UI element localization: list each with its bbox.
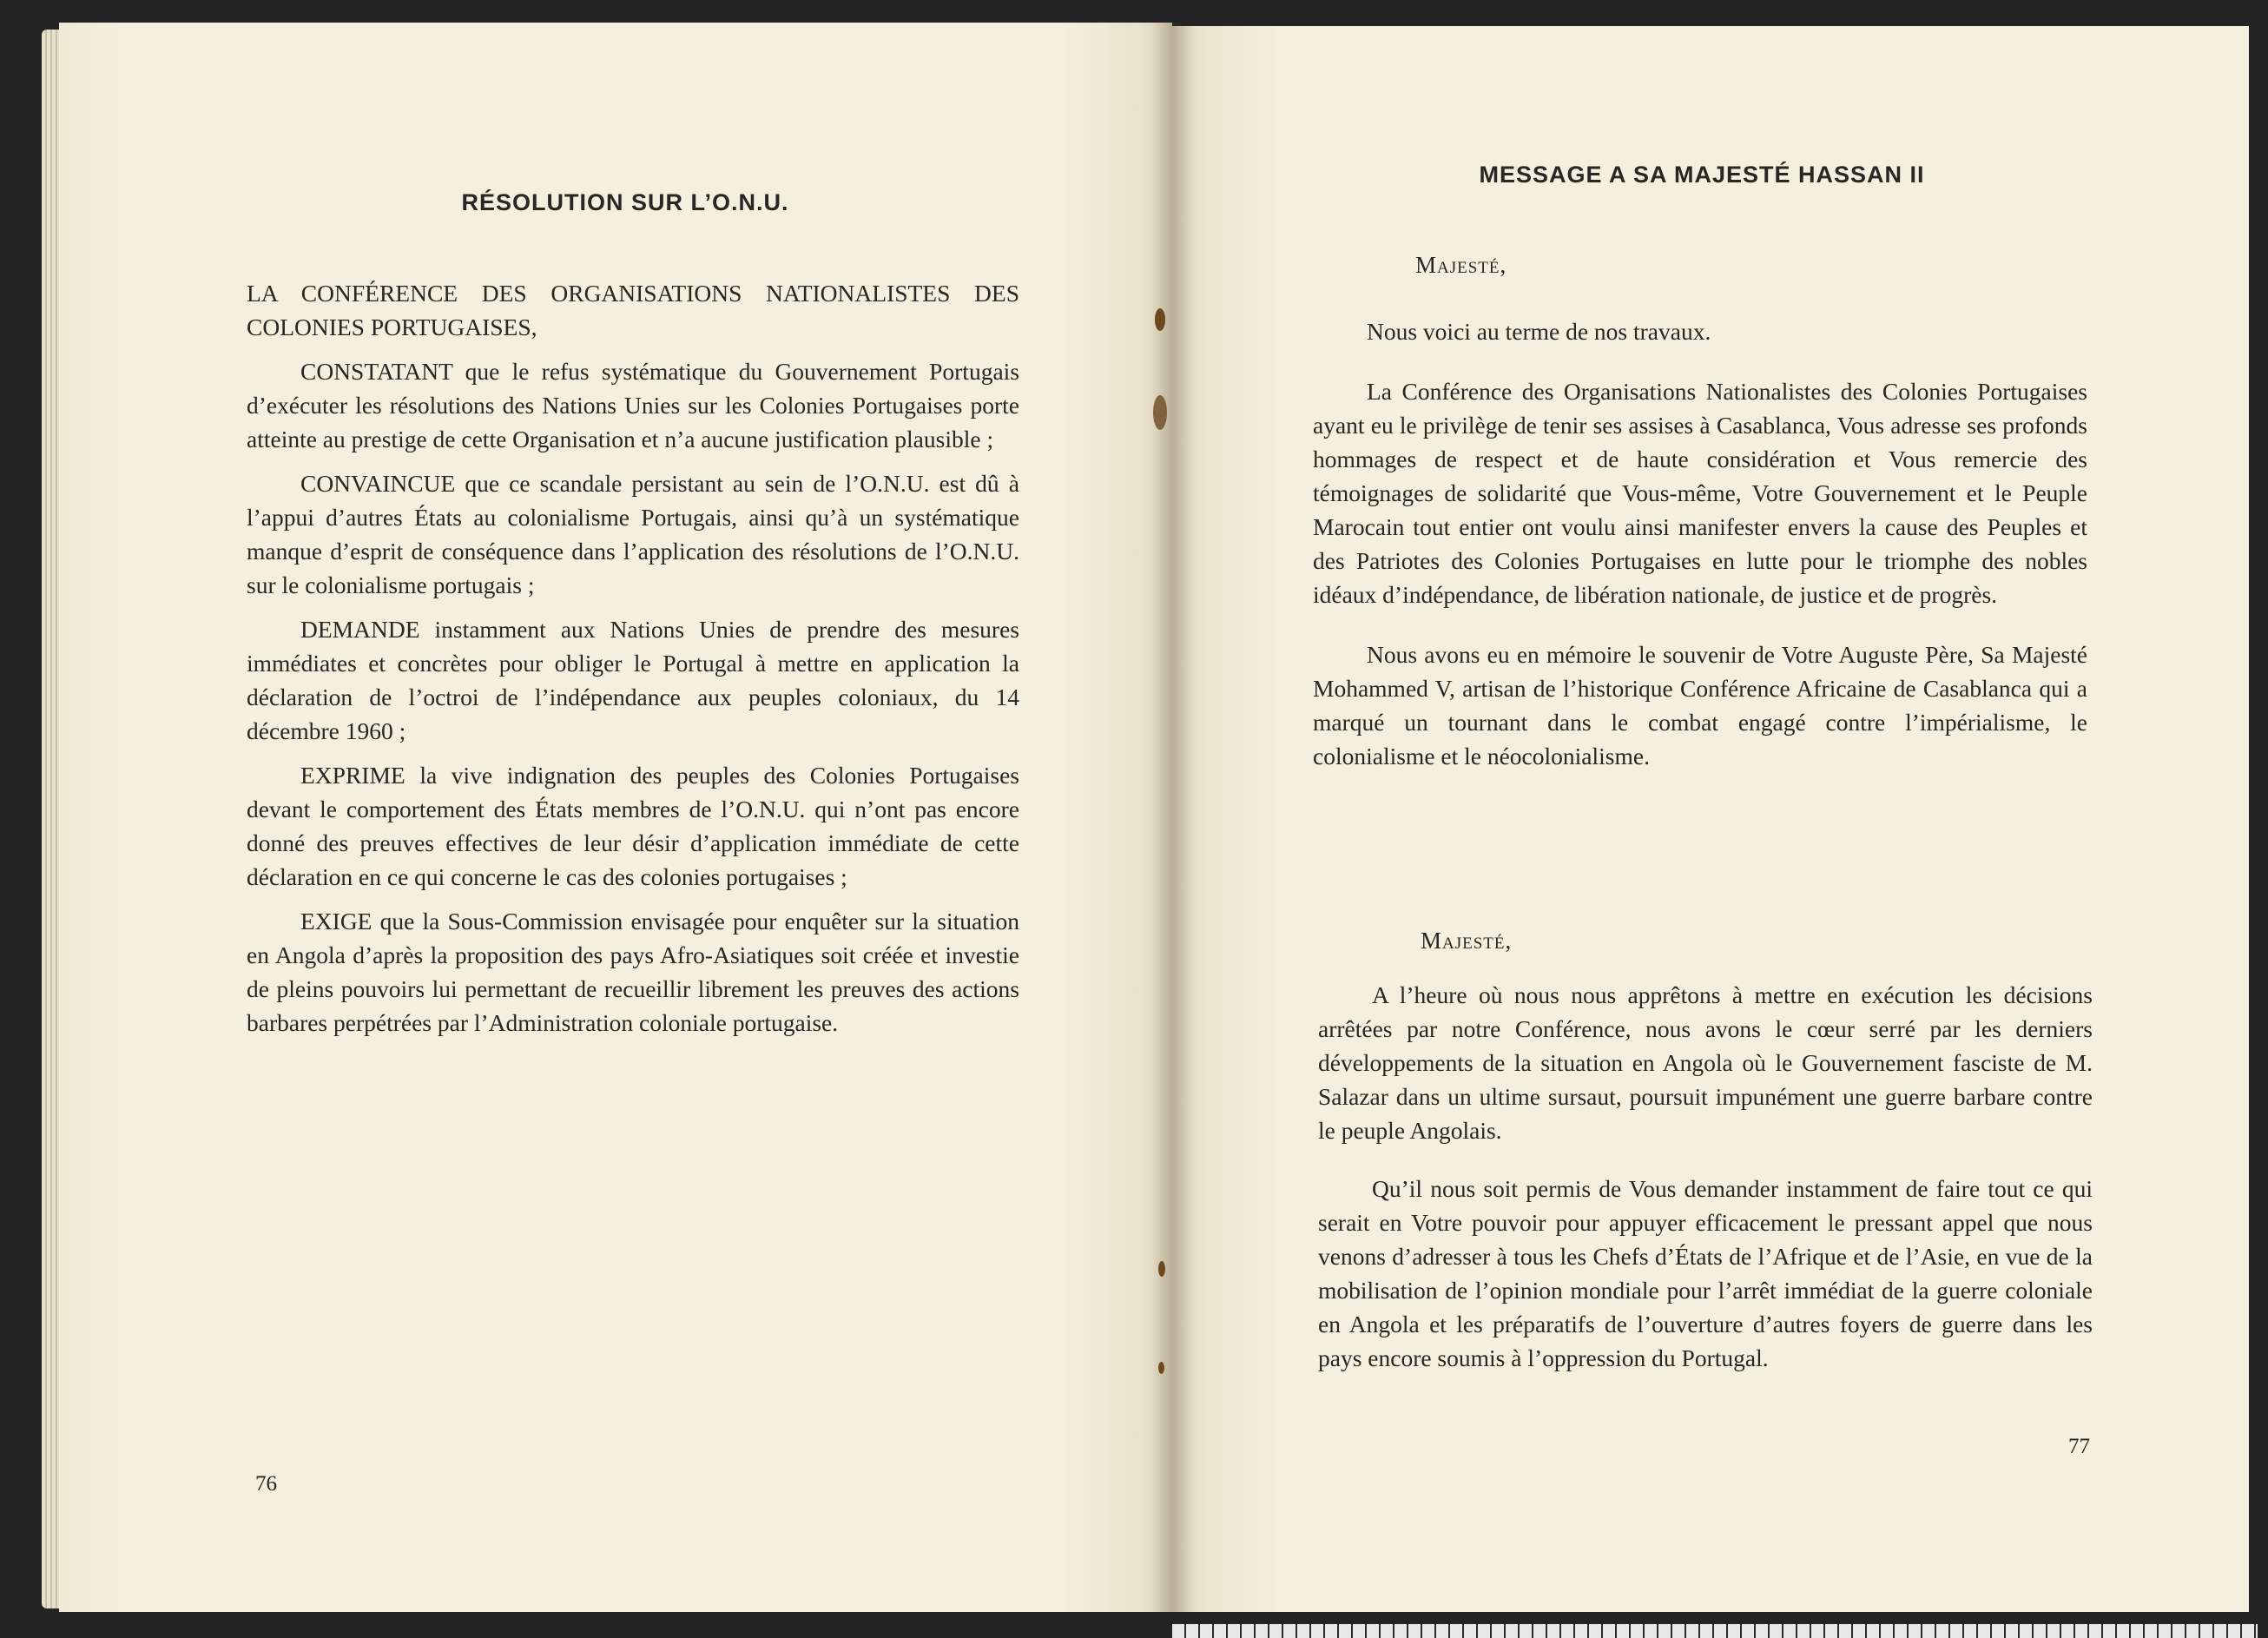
binding-stain [1153,395,1167,430]
message-paragraph: Nous voici au terme de nos travaux. [1367,318,1711,345]
message-body-first [1313,314,2087,783]
resolution-paragraph: EXIGE que la Sous-Commission envisagée pour enquêter sur la situation en Angola d’après la proposition des pays Afro-Asiatiques soit créée et investie de pleins pouvoirs lui permettant de recueillir librement les preuves des actions barbares perpétrées par l’Administration coloniale portugaise. [247,908,1019,1036]
message-paragraph: Qu’il nous soit permis de Vous demander instamment de faire tout ce qui serait en Votre pouvoir pour appuyer efficacement le pressant appel que nous venons d’adresser à tous les Chefs d’États de l’Afrique et de l’Asie, en vue de la mobilisation de l’opinion mondiale pour l’arrêt immédiat de la guerre coloniale en Angola et les préparatifs de l’ouverture d’autres foyers de guerre dans les pays encore soumis à l’oppression du Portugal. [1318,1175,2093,1371]
right-page-number: 77 [2068,1435,2090,1458]
resolution-paragraph: EXPRIME la vive indignation des peuples des Colonies Portugaises devant le comportement des États membres de l’O.N.U. qui n’ont pas encore donné des preuves effectives de leur désir d’application immédiate de cette déclaration en ce qui concerne le cas des colonies portugaises ; [247,762,1019,890]
resolution-paragraph: CONVAINCUE que ce scandale persistant au sein de l’O.N.U. est dû à l’appui d’autres États au colonialisme Portugais, ainsi qu’à un systématique manque d’esprit de conséquence dans l’application des résolutions de l’O.N.U. sur le colonialisme portugais ; [247,470,1019,598]
binding-stain [1155,308,1165,331]
binding-stain [1158,1362,1164,1374]
book-gutter [1151,23,1193,1612]
resolution-paragraph: CONSTATANT que le refus systématique du Gouvernement Portugais d’exécuter les résolutions des Nations Unies sur les Colonies Portugaises porte atteinte au prestige de cette Organisation et n’a aucune justification plausible ; [247,358,1019,452]
left-page-title: RÉSOLUTION SUR L’O.N.U. [461,189,789,215]
scan-scale-bar [1172,1624,2258,1638]
right-page-title: MESSAGE A SA MAJESTÉ HASSAN II [1479,162,1925,188]
resolution-intro: LA CONFÉRENCE DES ORGANISATIONS NATIONALISTES DES COLONIES PORTUGAISES, [247,280,1019,340]
message-body-second [1318,978,2093,1385]
binding-stain [1158,1261,1165,1277]
left-page-number: 76 [255,1472,277,1496]
resolution-body [247,276,1019,1050]
message-paragraph: La Conférence des Organisations Nationalistes des Colonies Portugaises ayant eu le privilège de tenir ses assises à Casablanca, Vous adresse ses profonds hommages de respect et de haute considération et Vous remercie des témoignages de solidarité que Vous-même, Votre Gouvernement et le Peuple Marocain tout entier ont voulu ainsi manifester envers la cause des Peuples et des Patriotes des Colonies Portugaises en lutte pour le triomphe des nobles idéaux d’indépendance, de libération nationale, de justice et de progrès. [1313,378,2087,608]
message-paragraph: A l’heure où nous nous apprêtons à mettre en exécution les décisions arrêtées par notre Conférence, nous avons le cœur serré par les derniers développements de la situation en Angola où le Gouvernement fasciste de M. Salazar dans un ultime sursaut, poursuit impunément une guerre barbare contre le peuple Angolais. [1318,981,2093,1144]
salutation-first: Majesté, [1415,252,1507,278]
resolution-paragraph: DEMANDE instamment aux Nations Unies de prendre des mesures immédiates et concrètes pour obliger le Portugal à mettre en application la déclaration de l’octroi de l’indépendance aux peuples coloniaux, du 14 décembre 1960 ; [247,616,1019,744]
salutation-second: Majesté, [1421,928,1513,954]
message-paragraph: Nous avons eu en mémoire le souvenir de Votre Auguste Père, Sa Majesté Mohammed V, artisan de l’historique Conférence Africaine de Casablanca qui a marqué un tournant dans le combat engagé contre l’impérialisme, le colonialisme et le néocolonialisme. [1313,641,2087,769]
